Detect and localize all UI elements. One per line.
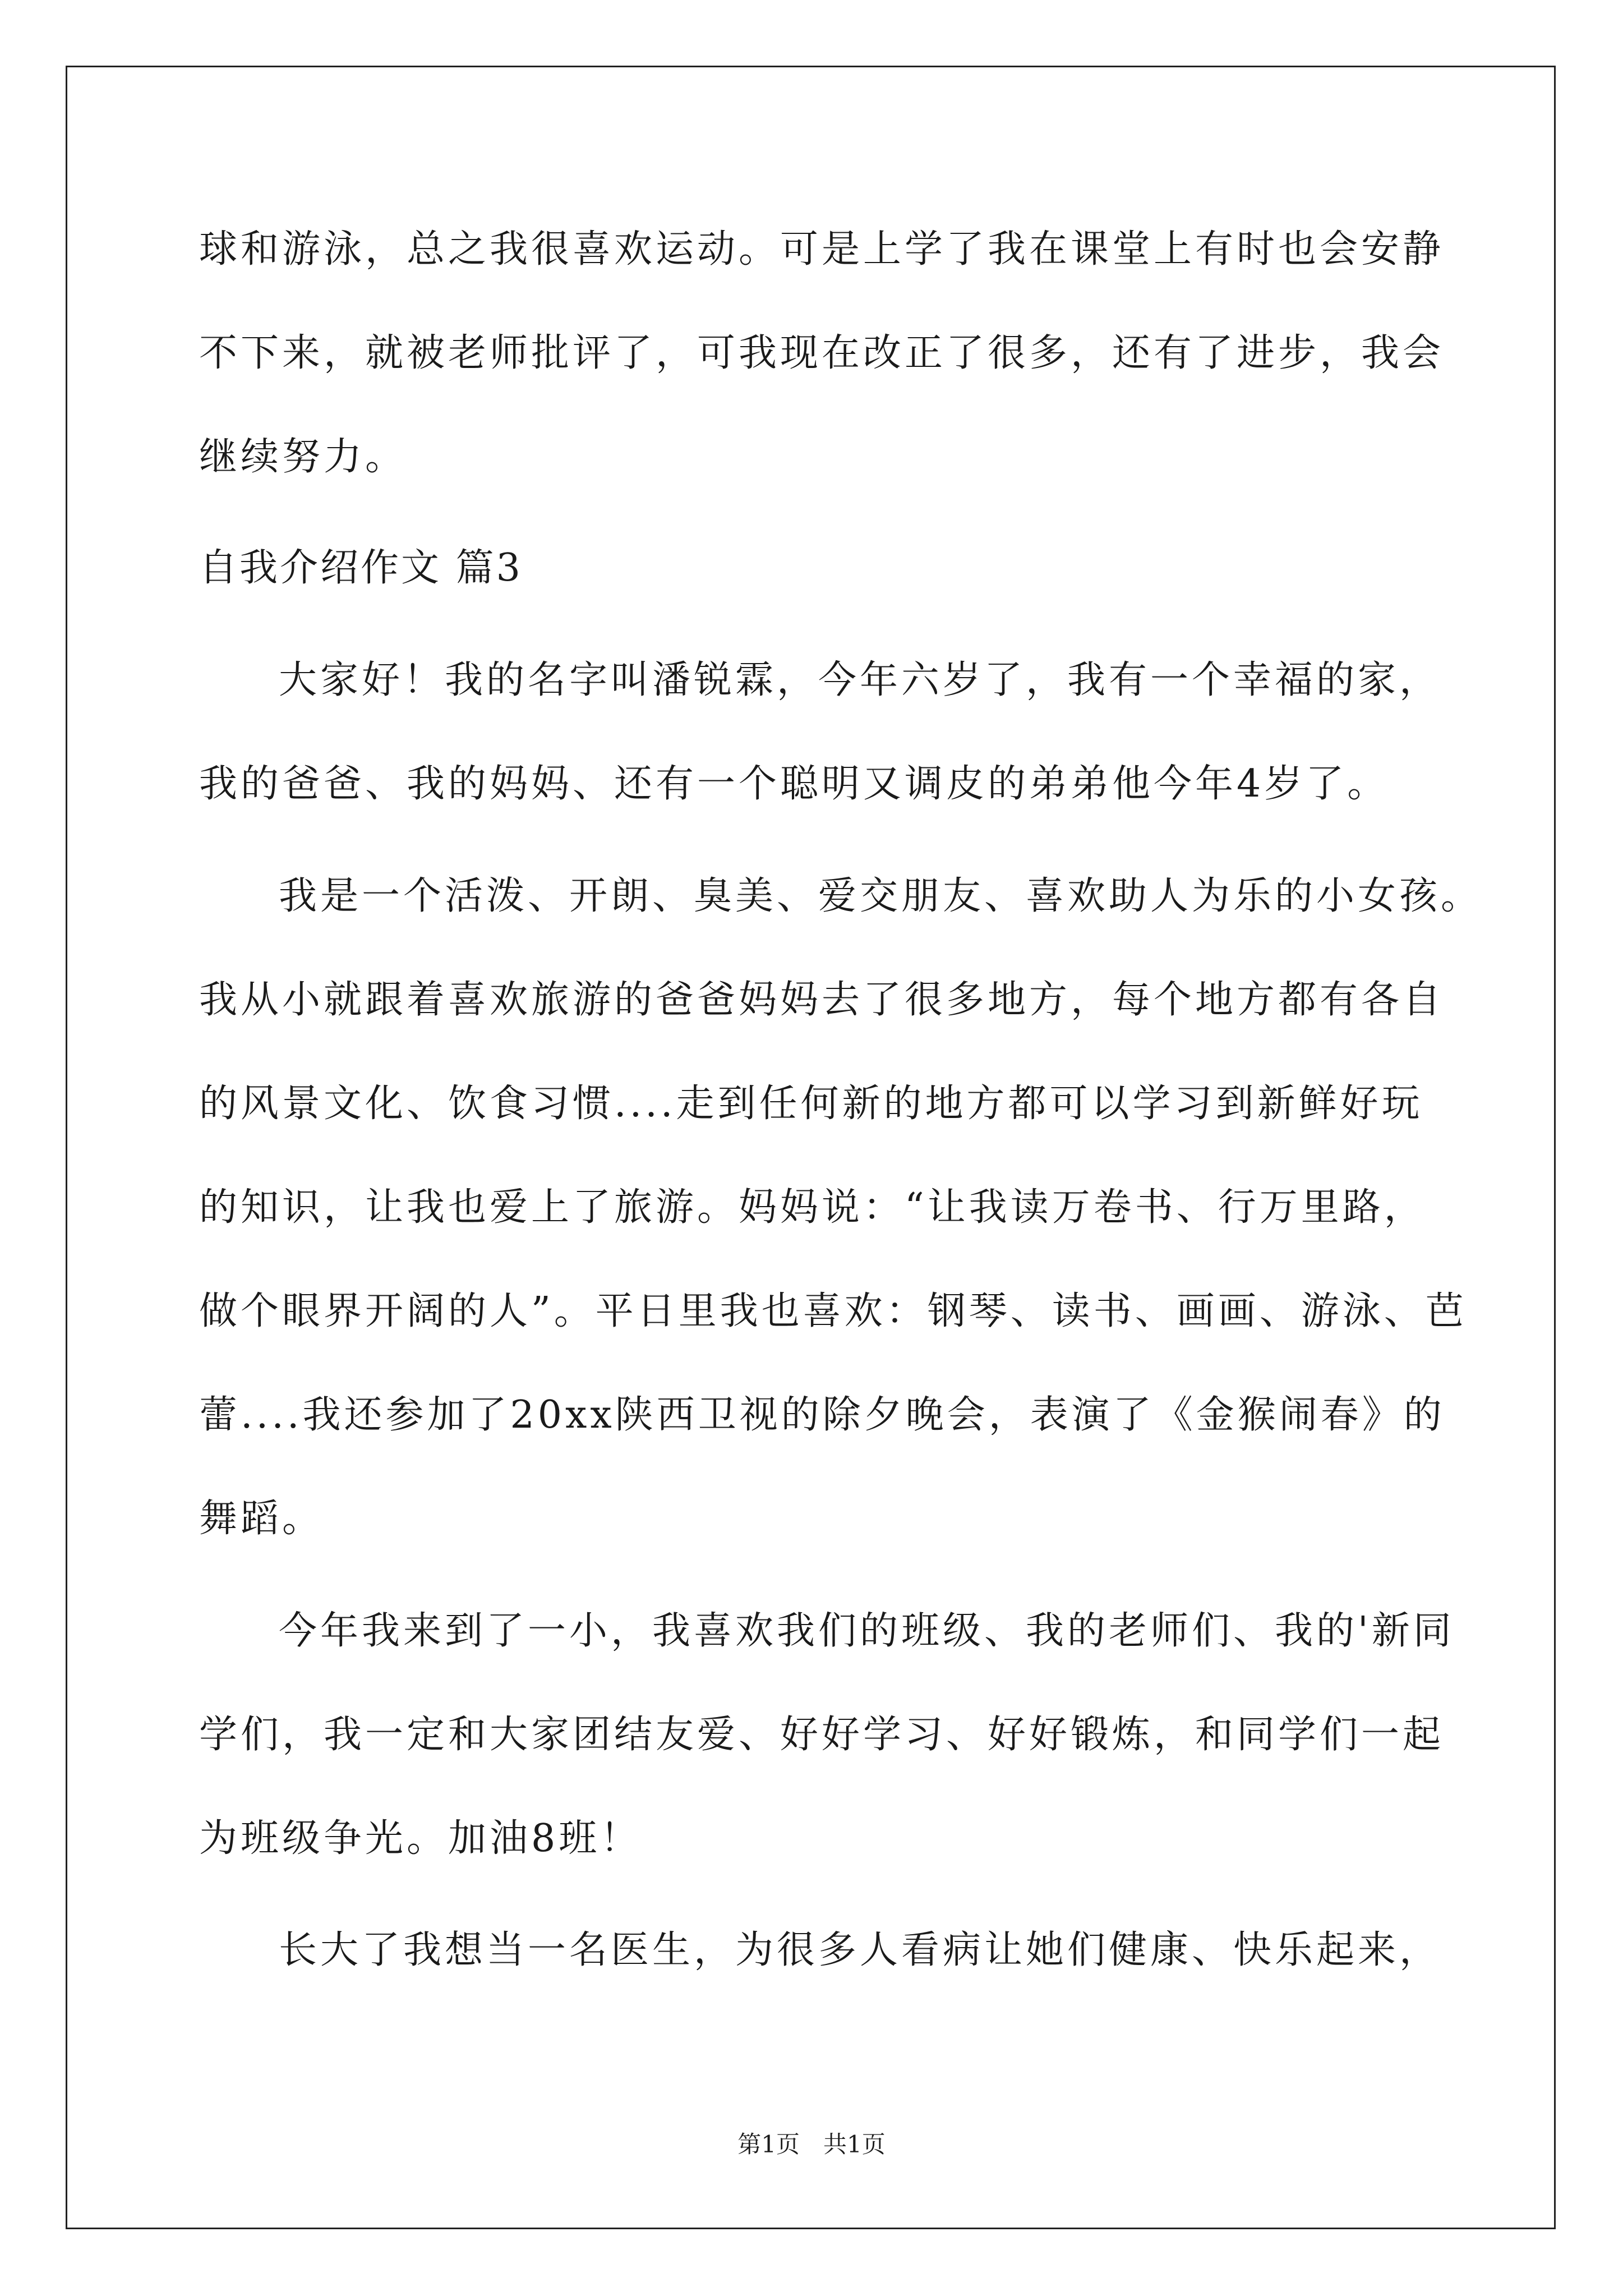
section-heading: 自我介绍作文 篇3 — [199, 546, 523, 590]
text-line: 我是一个活泼、开朗、臭美、爱交朋友、喜欢助人为乐的小女孩。 — [279, 874, 1483, 918]
page-number: 第1页 共1页 — [737, 2131, 886, 2158]
text-line: 为班级争光。加油8班！ — [199, 1816, 642, 1861]
text-line: 继续努力。 — [199, 435, 407, 479]
text-line: 的风景文化、饮食习惯....走到任何新的地方都可以学习到新鲜好玩 — [199, 1082, 1423, 1126]
text-line: 学们，我一定和大家团结友爱、好好学习、好好锻炼，和同学们一起 — [199, 1713, 1445, 1757]
text-line: 的知识，让我也爱上了旅游。妈妈说：“让我读万卷书、行万里路， — [199, 1185, 1426, 1230]
text-line: 今年我来到了一小，我喜欢我们的班级、我的老师们、我的'新同 — [279, 1609, 1455, 1653]
text-line: 球和游泳，总之我很喜欢运动。可是上学了我在课堂上有时也会安静 — [199, 227, 1445, 272]
text-line: 不下来，就被老师批评了，可我现在改正了很多，还有了进步，我会 — [199, 331, 1445, 375]
text-line: 我的爸爸、我的妈妈、还有一个聪明又调皮的弟弟他今年4岁了。 — [199, 762, 1389, 806]
text-line: 我从小就跟着喜欢旅游的爸爸妈妈去了很多地方，每个地方都有各自 — [199, 978, 1445, 1022]
text-line: 蕾....我还参加了20xx陕西卫视的除夕晚会，表演了《金猴闹春》的 — [199, 1393, 1445, 1437]
text-line: 舞蹈。 — [199, 1497, 324, 1541]
text-line: 大家好！我的名字叫潘锐霖，今年六岁了，我有一个幸福的家， — [279, 658, 1441, 702]
text-line: 长大了我想当一名医生，为很多人看病让她们健康、快乐起来， — [279, 1928, 1441, 1972]
page-frame — [66, 66, 1556, 2229]
text-line: 做个眼界开阔的人”。平日里我也喜欢：钢琴、读书、画画、游泳、芭 — [199, 1289, 1467, 1333]
